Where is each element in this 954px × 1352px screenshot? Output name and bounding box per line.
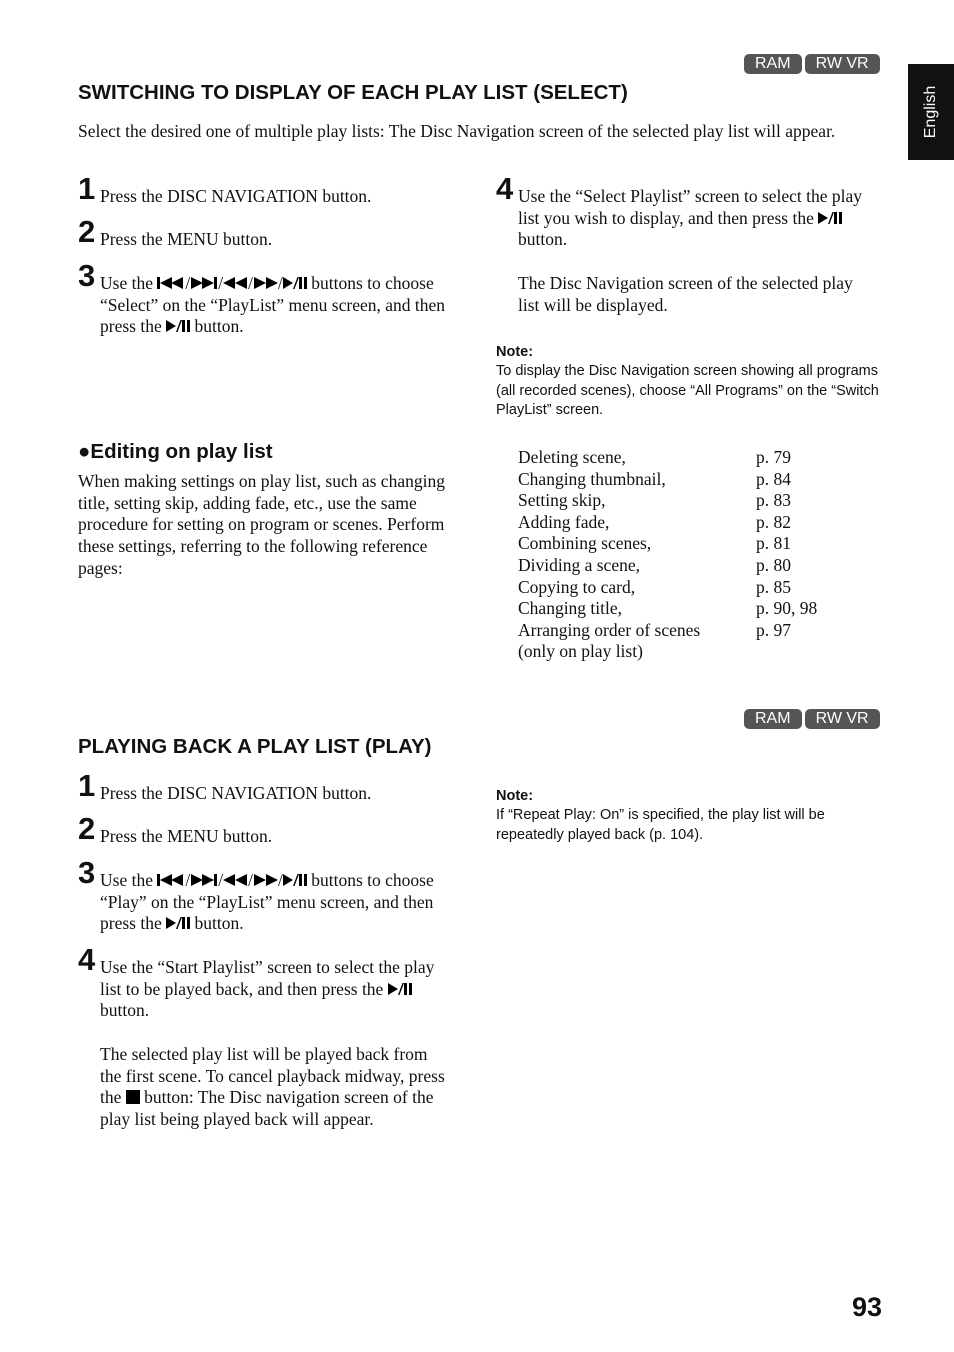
step-text-post: buttons to choose “Play” on the “PlayList” menu screen, and then press the <box>100 870 434 934</box>
rewind-icon <box>223 873 248 887</box>
reference-page: p. 84 <box>756 468 791 489</box>
step-number: 2 <box>78 214 96 249</box>
select-intro: Select the desired one of multiple play lists: The Disc Navigation screen of the selected play list will appear. <box>78 121 836 141</box>
play-note <box>496 787 888 845</box>
skip-next-icon <box>190 276 218 290</box>
play-pause-icon <box>283 873 307 887</box>
reference-label: Adding fade, <box>518 511 610 532</box>
step-number: 4 <box>496 171 514 206</box>
badge-rw-vr: RW VR <box>805 54 880 74</box>
step-text: Use the / / / / buttons to choose “Play” on the “PlayList” menu screen, and then press the button. <box>100 870 434 934</box>
note-title: Note: <box>496 344 534 360</box>
reference-row <box>518 512 817 534</box>
reference-row <box>518 555 817 577</box>
reference-row <box>518 447 817 469</box>
reference-label: Deleting scene, <box>518 447 626 467</box>
play-pause-icon <box>166 916 190 930</box>
select-step-3 <box>78 258 453 338</box>
note-text: If “Repeat Play: On” is specified, the play list will be repeatedly played back (p. 104). <box>496 807 825 843</box>
step-text: Press the DISC NAVIGATION button. <box>100 186 372 206</box>
reference-row <box>518 469 817 491</box>
reference-row <box>518 577 817 599</box>
play-pause-icon <box>283 276 307 290</box>
reference-page: p. 83 <box>756 490 791 511</box>
play-pause-icon <box>388 982 412 996</box>
reference-label: (only on play list) <box>518 641 643 662</box>
skip-next-icon <box>190 873 218 887</box>
reference-label: Setting skip, <box>518 490 606 511</box>
step-text-pre: Use the <box>100 870 158 890</box>
reference-row <box>518 490 817 512</box>
step-number: 1 <box>78 768 96 803</box>
reference-label: Changing title, <box>518 598 623 619</box>
reference-table <box>518 447 817 663</box>
step-text-pre: Use the <box>100 273 158 293</box>
skip-previous-icon <box>157 873 185 887</box>
select-step-2 <box>78 214 453 251</box>
step-subtext: The Disc Navigation screen of the selected play list will be displayed. <box>518 272 853 315</box>
edit-heading <box>78 440 273 464</box>
edit-heading-text: Editing on play list <box>90 440 273 463</box>
skip-previous-icon <box>157 276 185 290</box>
step-text-post2: button. <box>190 316 244 337</box>
step-text <box>100 957 453 1022</box>
badge-ram: RAM <box>744 54 802 74</box>
select-step-4 <box>496 171 871 316</box>
step-number: 3 <box>78 258 96 293</box>
reference-row <box>518 620 817 642</box>
rewind-icon <box>223 276 248 290</box>
step-number: 3 <box>78 855 96 890</box>
play-step-2 <box>78 811 453 848</box>
reference-page: p. 79 <box>756 447 791 467</box>
page-number: 93 <box>852 1292 883 1322</box>
reference-row <box>518 598 817 620</box>
play-heading: PLAYING BACK A PLAY LIST (PLAY) <box>78 735 432 758</box>
language-label: English <box>922 85 939 139</box>
fast-forward-icon <box>253 873 278 887</box>
note-text: To display the Disc Navigation screen showing all programs (all recorded scenes), choose “All Programs” on the “Switch PlayList” screen. <box>496 363 879 418</box>
step-text-post2: button. <box>190 913 244 934</box>
step-text-post: buttons to choose “Select” on the “PlayList” menu screen, and then press the <box>100 273 446 337</box>
step-text <box>518 186 871 251</box>
select-step-1 <box>78 171 453 208</box>
reference-page: p. 81 <box>756 533 791 554</box>
fast-forward-icon <box>253 276 278 290</box>
reference-page: p. 85 <box>756 576 791 597</box>
step-text: Press the MENU button. <box>100 229 273 249</box>
step-text-post: button. <box>518 229 568 250</box>
reference-page: p. 80 <box>756 554 791 575</box>
bullet-icon: ● <box>78 440 91 463</box>
step-subtext-post: button: The Disc navigation screen of the play list being played back will appear. <box>100 1087 434 1129</box>
step-text: Press the DISC NAVIGATION button. <box>100 783 372 803</box>
badge-rw-vr: RW VR <box>805 709 880 729</box>
edit-text: When making settings on play list, such as changing title, setting skip, adding fade, etc., use the same procedure for setting on program or scenes. Perform these settings, referring to the following reference pages: <box>78 471 445 578</box>
play-pause-icon <box>818 211 842 225</box>
step-text-pre: Use the “Start Playlist” screen to select the play list to be played back, and then press the <box>100 957 435 999</box>
reference-label: Combining scenes, <box>518 533 652 554</box>
step-text: Use the / / / / buttons to choose “Select” on the “PlayList” menu screen, and then press the button. <box>100 273 446 337</box>
step-text: Press the MENU button. <box>100 826 273 846</box>
top-badges <box>744 54 880 74</box>
step-text-post: button. <box>100 1000 150 1021</box>
reference-row <box>518 533 817 555</box>
stop-icon <box>126 1090 140 1104</box>
step-number: 1 <box>78 171 96 206</box>
select-note <box>496 343 888 420</box>
step-subtext-pre: The selected play list will be played back from the first scene. To cancel playback midway, press the <box>100 1043 445 1108</box>
reference-page: p. 82 <box>756 511 791 532</box>
reference-page: p. 90, 98 <box>756 598 818 619</box>
reference-page: p. 97 <box>756 619 791 640</box>
badge-ram: RAM <box>744 709 802 729</box>
note-title: Note: <box>496 788 534 804</box>
select-heading: SWITCHING TO DISPLAY OF EACH PLAY LIST (SELECT) <box>78 81 628 104</box>
play-step-4 <box>78 942 453 1131</box>
language-tab <box>908 64 954 160</box>
reference-label: Copying to card, <box>518 576 636 597</box>
reference-label: Arranging order of scenes <box>518 619 701 640</box>
step-number: 2 <box>78 811 96 846</box>
play-pause-icon <box>166 319 190 333</box>
step-number: 4 <box>78 942 96 977</box>
reference-label: Dividing a scene, <box>518 554 640 575</box>
step-subtext <box>100 1044 453 1131</box>
reference-page <box>756 641 817 663</box>
mid-badges <box>744 709 880 729</box>
reference-label: Changing thumbnail, <box>518 468 666 489</box>
reference-row <box>518 641 817 663</box>
step-text-pre: Use the “Select Playlist” screen to select the play list you wish to display, and then press the <box>518 186 863 228</box>
play-step-3 <box>78 855 453 935</box>
play-step-1 <box>78 768 453 805</box>
